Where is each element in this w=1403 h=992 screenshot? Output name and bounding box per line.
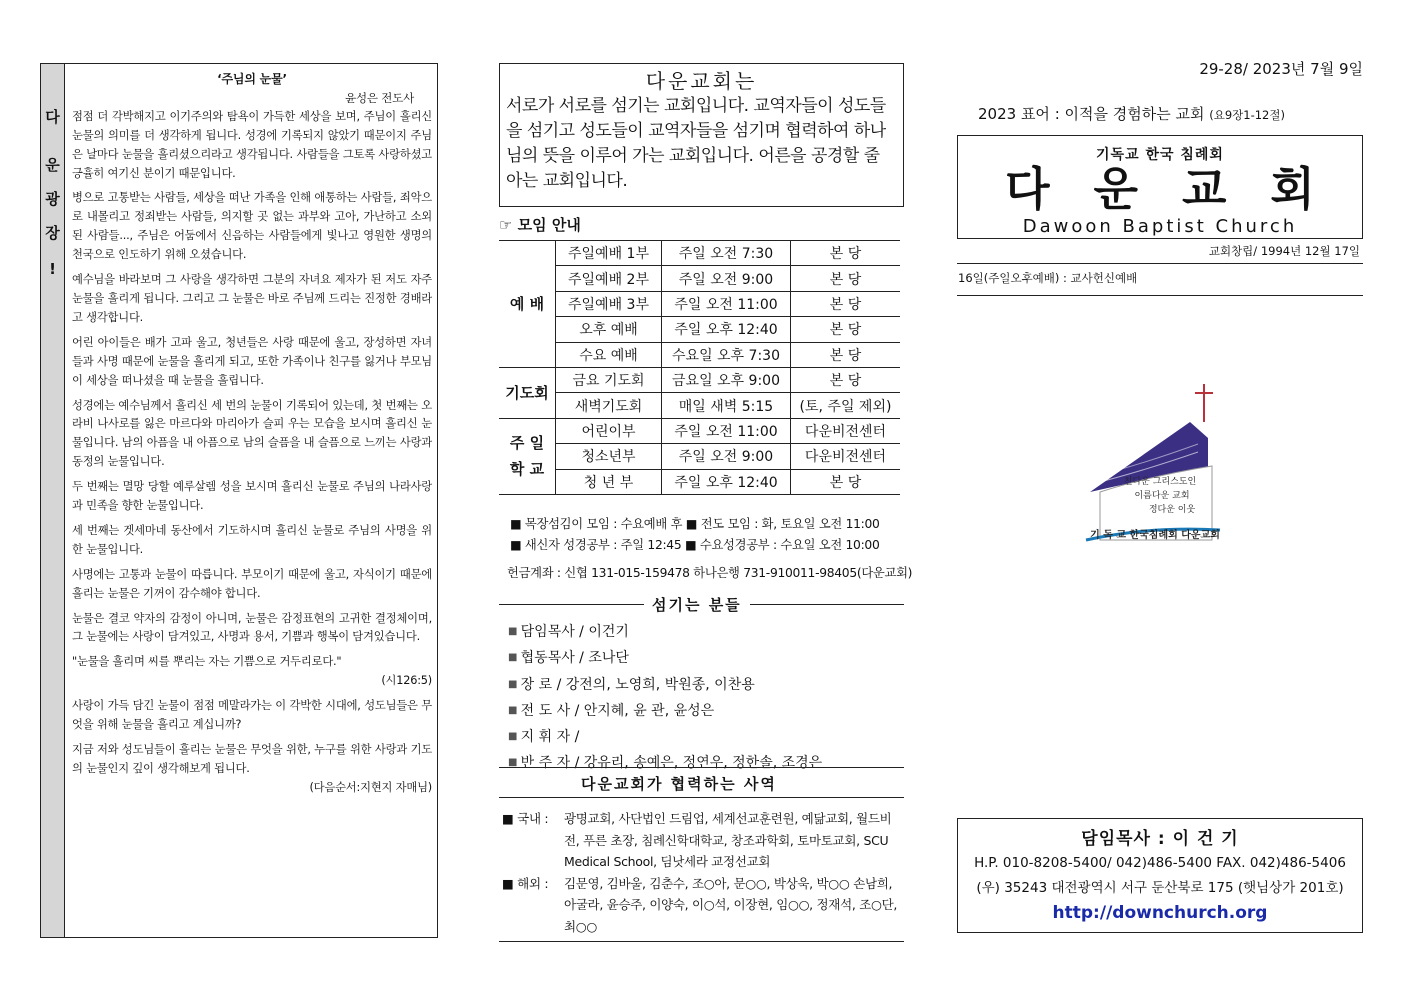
mission-text: 광명교회, 사단법인 드림업, 세계선교훈련원, 예닮교회, 월드비전, 푸른 초장, 침례신학대학교, 창조과학회, 토마토교회, SCU Medical School, 딤낫세라 교정선교회 [564,811,892,869]
founded-date: 교회창립/ 1994년 12월 17일 [1208,244,1360,258]
essay-paragraph: 병으로 고통받는 사람들, 세상을 떠난 가족을 인해 애통하는 사람들, 죄악으로 내몰리고 정죄받는 사람들, 의지할 곳 없는 과부와 고아, 가난하고 소외된 사람들..., 주님은 어둠에서 신음하는 사람들에게 빛나고 영원한 생명의 천국으로 인도하기 위해 오셨습니다. [72,191,432,262]
table-cell: 새벽기도회 [556,393,662,418]
pastor-phone: H.P. 010-8208-5400/ 042)486-5400 FAX. 042)486-5406 [974,855,1346,871]
essay-paragraph: 점점 더 각박해지고 이기주의와 탐욕이 가득한 세상을 보며, 주님이 흘리신 눈물의 의미를 더 생각하게 됩니다. 성경에 기록되지 않았기 때문이지 주님은 날마다 눈물을 흘리셨으리라고 생각됩니다. 사람들을 그토록 사랑하셨고 긍휼히 여기신 분이기 때문입니다. [72,109,432,180]
divider [499,797,904,798]
servers-list [508,619,822,777]
essay-quote: "눈물을 흘리며 씨를 뿌리는 자는 기쁨으로 거두리로다." [72,655,342,669]
table-row [499,418,900,443]
table-row [499,469,900,494]
church-address: (우) 35243 대전광역시 서구 둔산북로 175 (햇님상가 201호) [976,880,1344,896]
essay-paragraph: 성경에는 예수님께서 흘리신 세 번의 눈물이 기록되어 있는데, 첫 번째는 오라비 나사로를 잃은 마르다와 마리아가 슬피 우는 모습을 보시며 흘리신 눈물입니다. 남의 아픔을 내 아픔으로 남의 슬픔을 내 슬픔으로 느끼는 사랑과 동정의 눈물입니다. [72,398,432,469]
table-row [499,291,900,316]
essay [72,70,432,804]
list-item: ■ 협동목사 / 조나단 [508,645,822,671]
table-row [499,241,900,266]
table-cell: 금요일 오후 9:00 [662,367,791,392]
side-tab [41,64,65,937]
table-cell: 주일 오후 12:40 [662,469,791,494]
divider [957,295,1363,296]
year-motto [978,103,1285,124]
mission-heading: 다운교회가 협력하는 사역 [573,773,785,794]
list-item: ■ 장 로 / 강전의, 노영희, 박원종, 이찬용 [508,672,822,698]
essay-paragraph: 두 번째는 멸망 당할 예루살렘 성을 보시며 흘리신 눈물로 주님의 나라사랑과 민족을 향한 눈물입니다. [72,480,432,513]
note-line: ■ 목장섬김이 모임 : 수요예배 후 ■ 전도 모임 : 화, 토요일 오전 11:00 [510,517,880,531]
logo-caption: 기 독 교 한국침례회 다운교회 [1090,530,1220,541]
next-writer: (다음순서:지현지 자매님) [309,780,432,794]
logo-text: 친다운 그리스도인 [1123,477,1197,487]
side-label-char: 광 [45,190,60,208]
note-line: ■ 새신자 성경공부 : 주일 12:45 ■ 수요성경공부 : 수요일 오전 10:00 [510,538,880,552]
essay-paragraph: 사명에는 고통과 눈물이 따릅니다. 부모이기 때문에 울고, 자식이기 때문에 흘리는 눈물은 기꺼이 감수해야 합니다. [72,567,432,600]
intro-title: 다운교회는 [645,69,758,93]
meeting-notes [510,514,880,556]
table-cell: 본 당 [791,266,901,291]
intro-box [499,63,904,207]
pastor-title: 담임목사 : 이 건 기 [1081,829,1239,849]
category-cell: 기도회 [499,367,556,418]
table-cell: 주일예배 1부 [556,241,662,266]
table-cell: 주일 오후 12:40 [662,317,791,342]
category-cell: 예 배 [499,241,556,368]
table-row [499,317,900,342]
table-cell: 주일 오전 11:00 [662,291,791,316]
table-cell: 본 당 [791,367,901,392]
table-row [499,367,900,392]
side-label-char: 운 [45,156,60,174]
intro-text: 서로가 서로를 섬기는 교회입니다. 교역자들이 성도들을 섬기고 성도들이 교역자들을 섬기며 협력하여 하나님의 뜻을 이루어 가는 교회입니다. 어른을 공경할 줄 아는 교회입니다. [506,96,886,191]
table-cell: 주일 오전 11:00 [662,418,791,443]
table-cell: 본 당 [791,291,901,316]
divider [957,263,1363,264]
mission-list [502,808,902,937]
logo-text: 정다운 이웃 [1148,505,1196,515]
table-cell: 주일 오전 9:00 [662,444,791,469]
divider [499,767,904,768]
church-logo [1080,380,1230,560]
category-cell: 주 일 학 교 [499,418,556,494]
church-name-box [957,135,1363,239]
table-cell: 수요 예배 [556,342,662,367]
motto-text: 2023 표어 : 이적을 경험하는 교회 [978,105,1205,123]
table-cell: 다운비전센터 [791,444,901,469]
table-cell: 오후 예배 [556,317,662,342]
table-cell: 본 당 [791,241,901,266]
table-cell: 본 당 [791,317,901,342]
essay-paragraph: 지금 저와 성도님들이 흘리는 눈물은 무엇을 위한, 누구를 위한 사랑과 기도의 눈물인지 깊이 생각해보게 됩니다. [72,743,432,775]
denomination: 기독교 한국 침례회 [1096,147,1224,163]
church-logo-icon [1080,380,1230,560]
pastor-box [957,818,1363,933]
verse-ref: (시126:5) [381,674,432,688]
mission-label: ■ 해외 : [502,875,549,891]
table-cell: 청소년부 [556,444,662,469]
essay-paragraph: 세 번째는 겟세마네 동산에서 기도하시며 흘리신 눈물로 주님의 사명을 위한 눈물입니다. [72,523,432,556]
list-item: ■ 담임목사 / 이건기 [508,619,822,645]
table-row [499,444,900,469]
offering-account: 헌금계좌 : 신협 131-015-159478 하나은행 731-910011-98405(다운교회) [507,566,913,580]
mission-domestic [502,808,902,873]
table-cell: 주일예배 2부 [556,266,662,291]
essay-paragraph: 눈물은 결코 약자의 감정이 아니며, 눈물은 감정표현의 고귀한 결정체이며, 그 눈물에는 사랑이 담겨있고, 사명과 용서, 기쁨과 행복이 담겨있습니다. [72,611,432,644]
essay-author: 윤성은 전도사 [345,90,414,105]
side-label-char: 장 [45,224,60,242]
table-row [499,342,900,367]
meetings-heading: ☞ 모임 안내 [499,216,581,234]
motto-ref: (요9장1-12절) [1209,108,1285,122]
table-cell: 다운비전센터 [791,418,901,443]
column-essay [40,63,438,938]
essay-paragraph: 사랑이 가득 담긴 눈물이 점점 메말라가는 이 각박한 시대에, 성도님들은 무엇을 위해 눈물을 흘리고 계십니까? [72,699,432,732]
side-label-char: ! [49,260,56,278]
church-name: 다운교회 [1005,162,1359,216]
table-cell: (토, 주일 제외) [791,393,901,418]
website-link[interactable]: http://downchurch.org [1052,903,1268,923]
mission-overseas [502,873,902,938]
meetings-table [499,240,900,495]
mission-text: 김문영, 김바울, 김춘수, 조○아, 문○○, 박상욱, 박○○ 손남희, 아굴라, 윤승주, 이양숙, 이○석, 이장현, 임○○, 정재석, 조○단, 최○○ [564,875,898,934]
table-cell: 어린이부 [556,418,662,443]
table-cell: 금요 기도회 [556,367,662,392]
table-cell: 주일예배 3부 [556,291,662,316]
table-cell: 주일 오전 9:00 [662,266,791,291]
issue-date: 29-28/ 2023년 7월 9일 [1199,60,1363,78]
table-row [499,266,900,291]
essay-title: ‘주님의 눈물’ [217,72,287,86]
table-cell: 주일 오전 7:30 [662,241,791,266]
essay-paragraph: 예수님을 바라보며 그 사랑을 생각하면 그분의 자녀요 제자가 된 저도 자주 눈물을 흘리게 됩니다. 그리고 그 눈물은 바로 주님께 드리는 진정한 경배라고 생각합니다. [72,273,432,324]
table-cell: 본 당 [791,469,901,494]
divider [499,941,904,942]
table-cell: 청 년 부 [556,469,662,494]
list-item: ■ 반 주 자 / 강유리, 송예은, 정연우, 정한솔, 조경은 [508,750,822,776]
list-item: ■ 지 휘 자 / [508,724,822,750]
essay-paragraph: 어린 아이들은 배가 고파 울고, 청년들은 사랑 때문에 울고, 장성하면 자녀들과 사명 때문에 눈물을 흘리게 되고, 또한 가족이나 친구를 잃거나 부모님이 세상을 떠나셨을 때 눈물을 흘립니다. [72,335,432,387]
table-cell: 매일 새벽 5:15 [662,393,791,418]
table-row [499,393,900,418]
side-label-char: 다 [45,108,60,126]
church-name-en: Dawoon Baptist Church [1022,216,1298,237]
announcement: 16일(주일오후예배) : 교사헌신예배 [958,271,1138,285]
servers-heading: 섬기는 분들 [644,594,750,615]
list-item: ■ 전 도 사 / 안지혜, 윤 관, 윤성은 [508,698,822,724]
table-cell: 본 당 [791,342,901,367]
table-cell: 수요일 오후 7:30 [662,342,791,367]
logo-text: 이름다운 교회 [1134,491,1190,501]
mission-label: ■ 국내 : [502,811,549,826]
